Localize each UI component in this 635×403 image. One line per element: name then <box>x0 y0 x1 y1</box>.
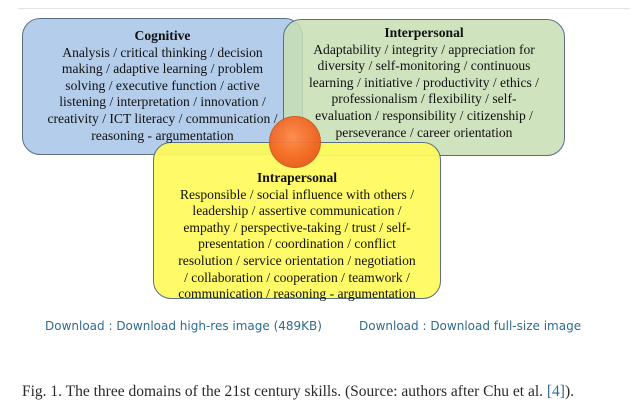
caption-end: ). <box>564 383 575 400</box>
intrapersonal-title: Intrapersonal <box>256 170 338 185</box>
cognitive-line: reasoning - argumentation <box>91 127 234 143</box>
interpersonal-line: perseverance / career orientation <box>335 124 513 140</box>
interpersonal-line: learning / initiative / productivity / ethics / <box>309 74 539 90</box>
interpersonal-line: evaluation / responsibility / citizenship / <box>315 107 533 123</box>
intrapersonal-line: leadership / assertive communication / <box>192 203 402 219</box>
download-full-size-link[interactable]: Download : Download full-size image <box>359 319 582 333</box>
caption-text: Fig. 1. The three domains of the 21st century skills. (Source: authors after Chu et al. <box>22 383 547 400</box>
figure-caption <box>22 383 574 401</box>
cognitive-line: making / adaptive learning / problem <box>61 61 264 77</box>
interpersonal-title: Interpersonal <box>384 25 464 40</box>
intrapersonal-line: Responsible / social influence with others / <box>179 186 415 202</box>
reference-link[interactable]: [4] <box>546 383 565 400</box>
cognitive-title: Cognitive <box>134 28 191 43</box>
intrapersonal-line: / collaboration / cooperation / teamwork / <box>184 269 410 285</box>
overlap-circle <box>269 116 321 168</box>
cognitive-text <box>22 28 303 144</box>
download-high-res-link[interactable]: Download : Download high-res image (489KB) <box>45 319 322 333</box>
cognitive-line: listening / interpretation / innovation / <box>59 94 266 110</box>
interpersonal-line: professionalism / flexibility / self- <box>331 91 517 107</box>
intrapersonal-line: communication / reasoning - argumentation <box>178 286 416 302</box>
cognitive-line: creativity / ICT literacy / communication / <box>47 110 278 126</box>
interpersonal-line: Adaptability / integrity / appreciation for <box>313 41 535 57</box>
interpersonal-line: diversity / self-monitoring / continuous <box>317 58 531 74</box>
intrapersonal-line: empathy / perspective-taking / trust / self- <box>183 219 411 235</box>
cognitive-line: solving / executive function / active <box>65 77 260 93</box>
intrapersonal-line: resolution / service orientation / negotiation <box>178 252 416 268</box>
interpersonal-text <box>283 25 565 141</box>
intrapersonal-text <box>153 170 441 303</box>
cognitive-line: Analysis / critical thinking / decision <box>62 44 263 60</box>
intrapersonal-line: presentation / coordination / conflict <box>198 236 396 252</box>
